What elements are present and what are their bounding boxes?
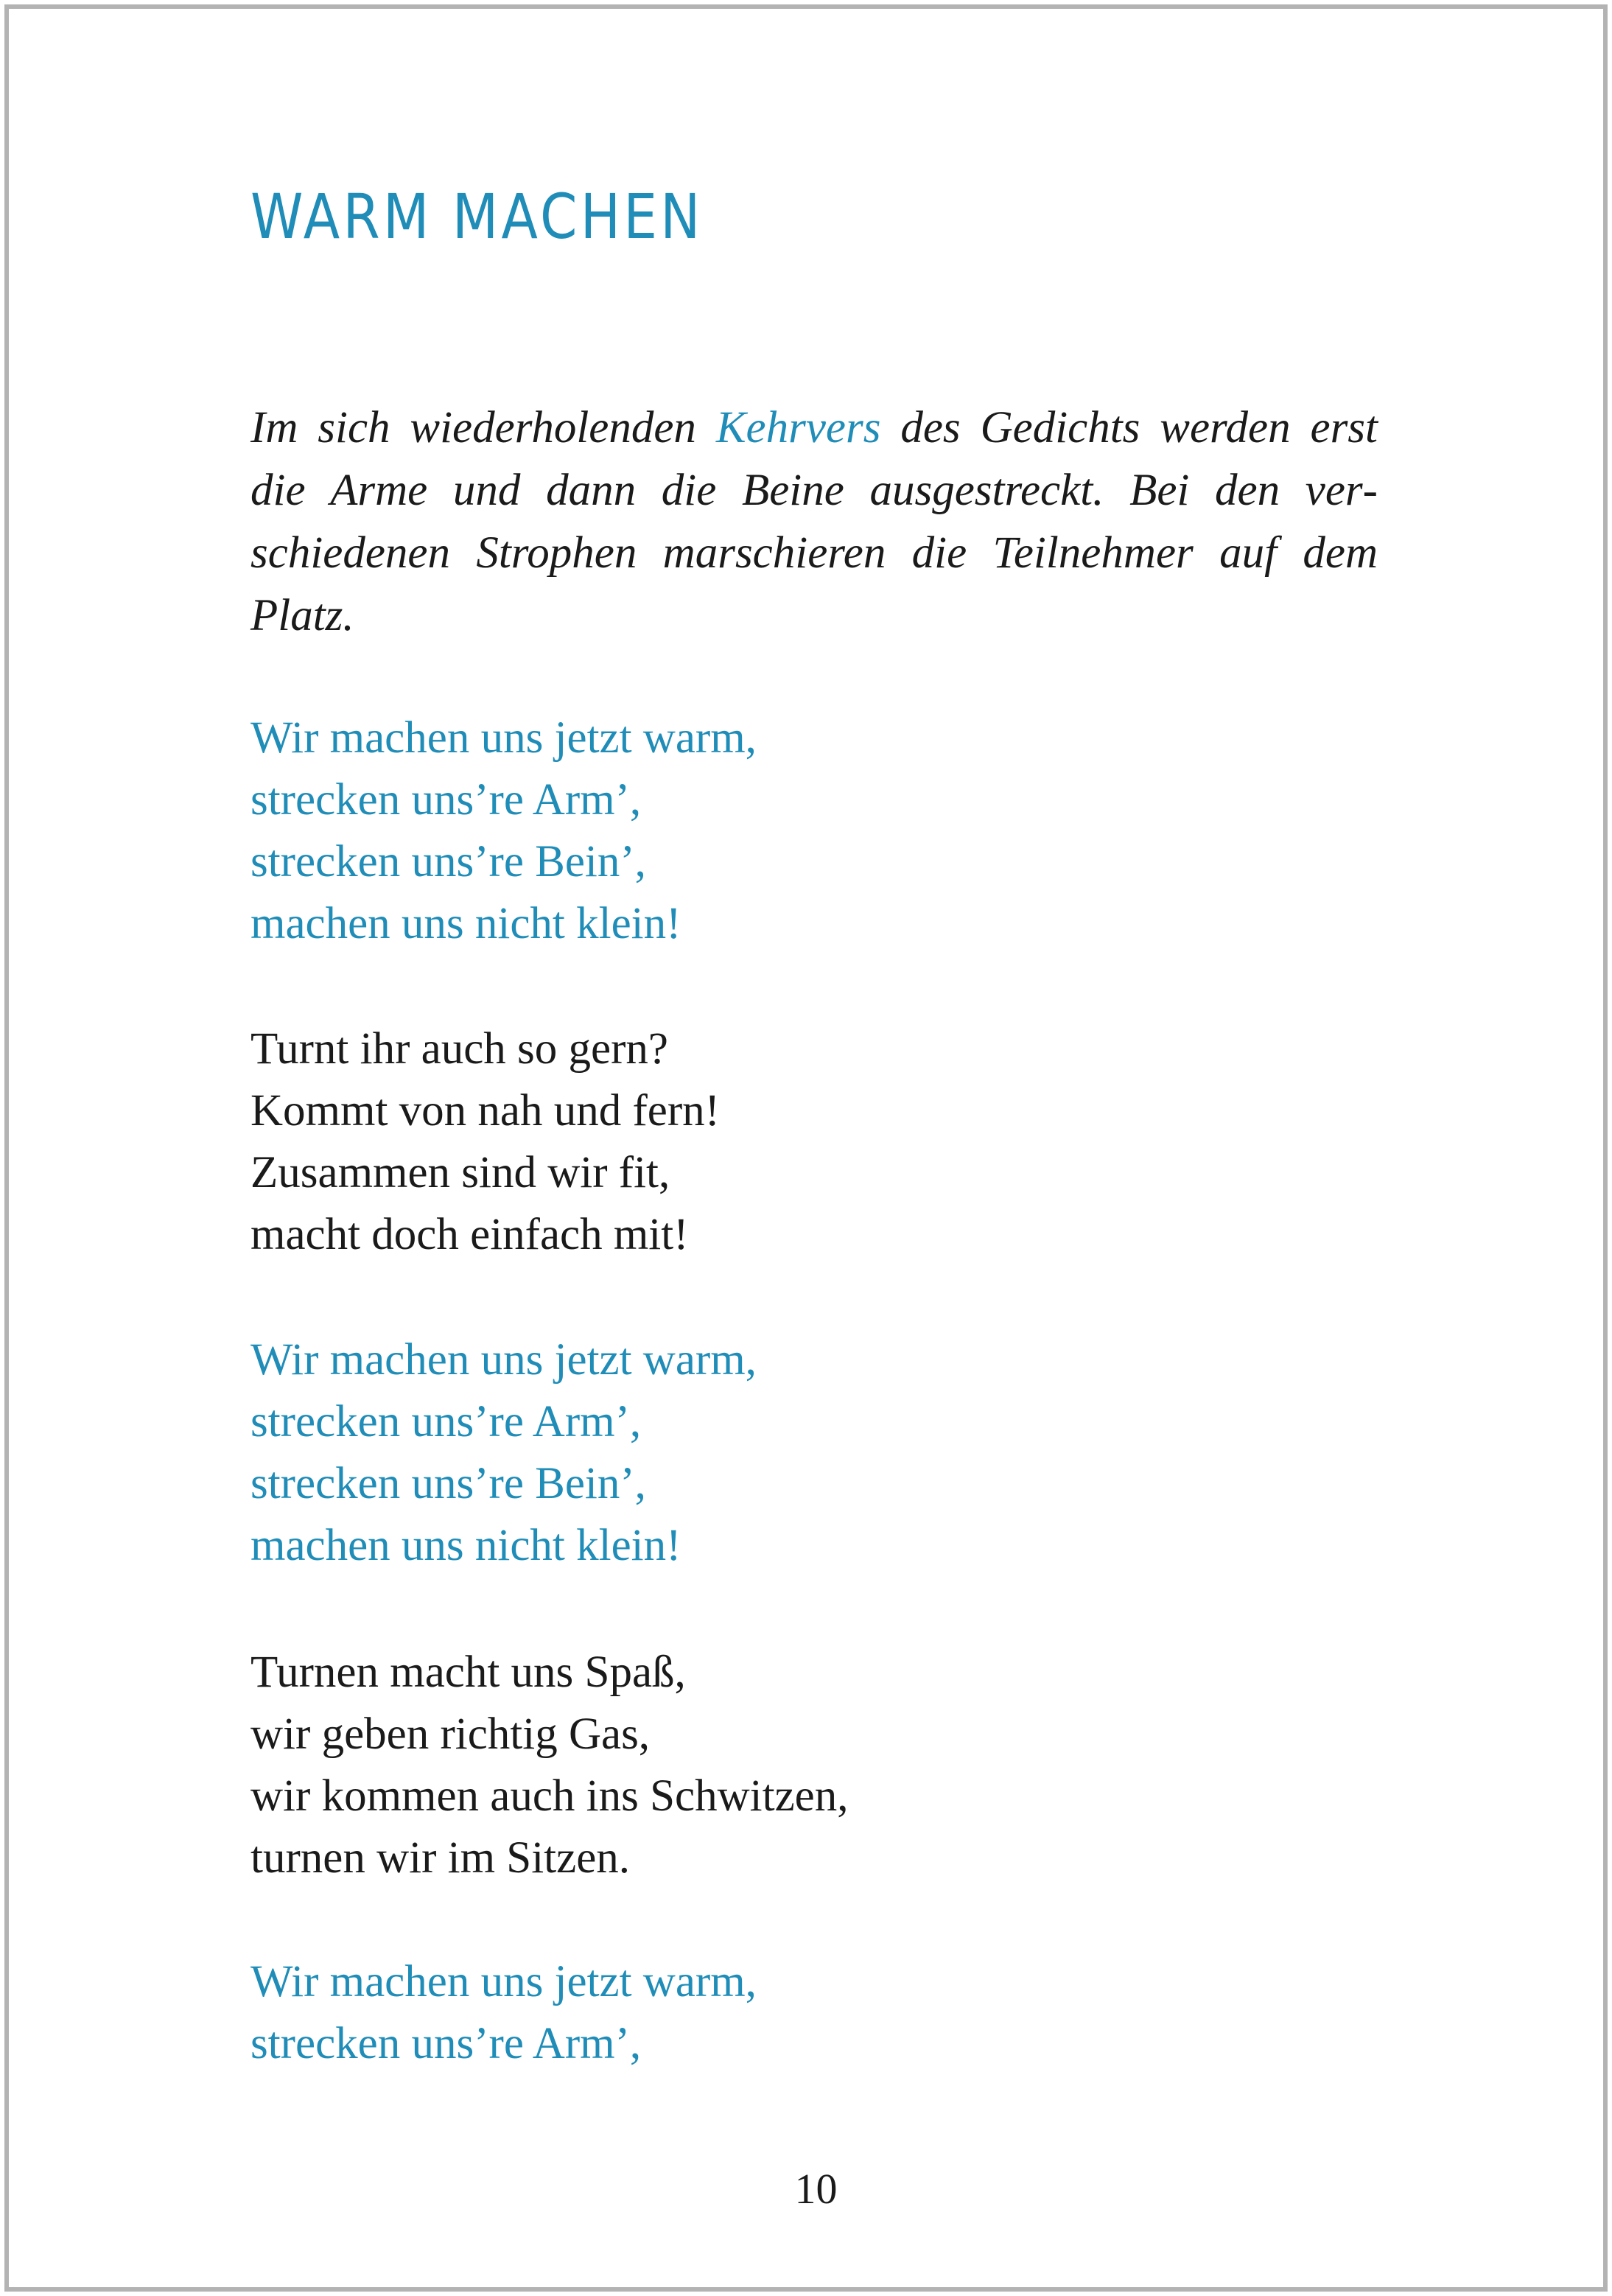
stanza-line: Zusammen sind wir fit,: [250, 1148, 670, 1197]
stanza-refrain-1: [250, 707, 757, 955]
stanza-line: Turnen macht uns Spaß,: [250, 1648, 686, 1697]
stanza-verse-2: [250, 1642, 848, 1889]
intro-text-before: Im sich wiederholenden: [250, 403, 716, 452]
stanza-line: strecken uns’re Arm’,: [250, 1397, 642, 1446]
stanza-line: strecken uns’re Bein’,: [250, 837, 646, 886]
stanza-line: Turnt ihr auch so gern?: [250, 1024, 668, 1074]
stanza-line: strecken uns’re Bein’,: [250, 1459, 646, 1508]
stanza-line: strecken uns’re Arm’,: [250, 2019, 642, 2068]
stanza-line: wir geben richtig Gas,: [250, 1709, 651, 1759]
stanza-line: strecken uns’re Arm’,: [250, 775, 642, 825]
stanza-line: Wir machen uns jetzt warm,: [250, 1335, 757, 1385]
stanza-line: turnen wir im Sitzen.: [250, 1833, 631, 1883]
stanza-refrain-3: [250, 1951, 757, 2075]
stanza-line: wir kommen auch ins Schwitzen,: [250, 1771, 849, 1821]
page-content: [250, 9, 1400, 2287]
stanza-line: machen uns nicht klein!: [250, 899, 681, 948]
page-title: WARM MACHEN: [250, 181, 704, 253]
stanza-refrain-2: [250, 1329, 757, 1577]
stanza-line: Kommt von nah und fern!: [250, 1086, 720, 1135]
intro-text-after: des Gedichts werden erst die Arme und dann die Beine ausgestreckt. Bei den verschiedenen Strophen marschieren die Teilnehmer auf dem Platz.: [250, 403, 1378, 640]
stanza-line: machen uns nicht klein!: [250, 1521, 681, 1570]
stanza-line: Wir machen uns jetzt warm,: [250, 1957, 757, 2006]
stanza-verse-1: [250, 1018, 720, 1266]
stanza-line: macht doch einfach mit!: [250, 1210, 689, 1259]
book-page: [4, 4, 1608, 2292]
page-number: 10: [794, 2165, 838, 2213]
intro-paragraph: [250, 396, 1378, 647]
intro-keyword-kehrvers: Kehrvers: [715, 403, 881, 452]
stanza-line: Wir machen uns jetzt warm,: [250, 713, 757, 763]
